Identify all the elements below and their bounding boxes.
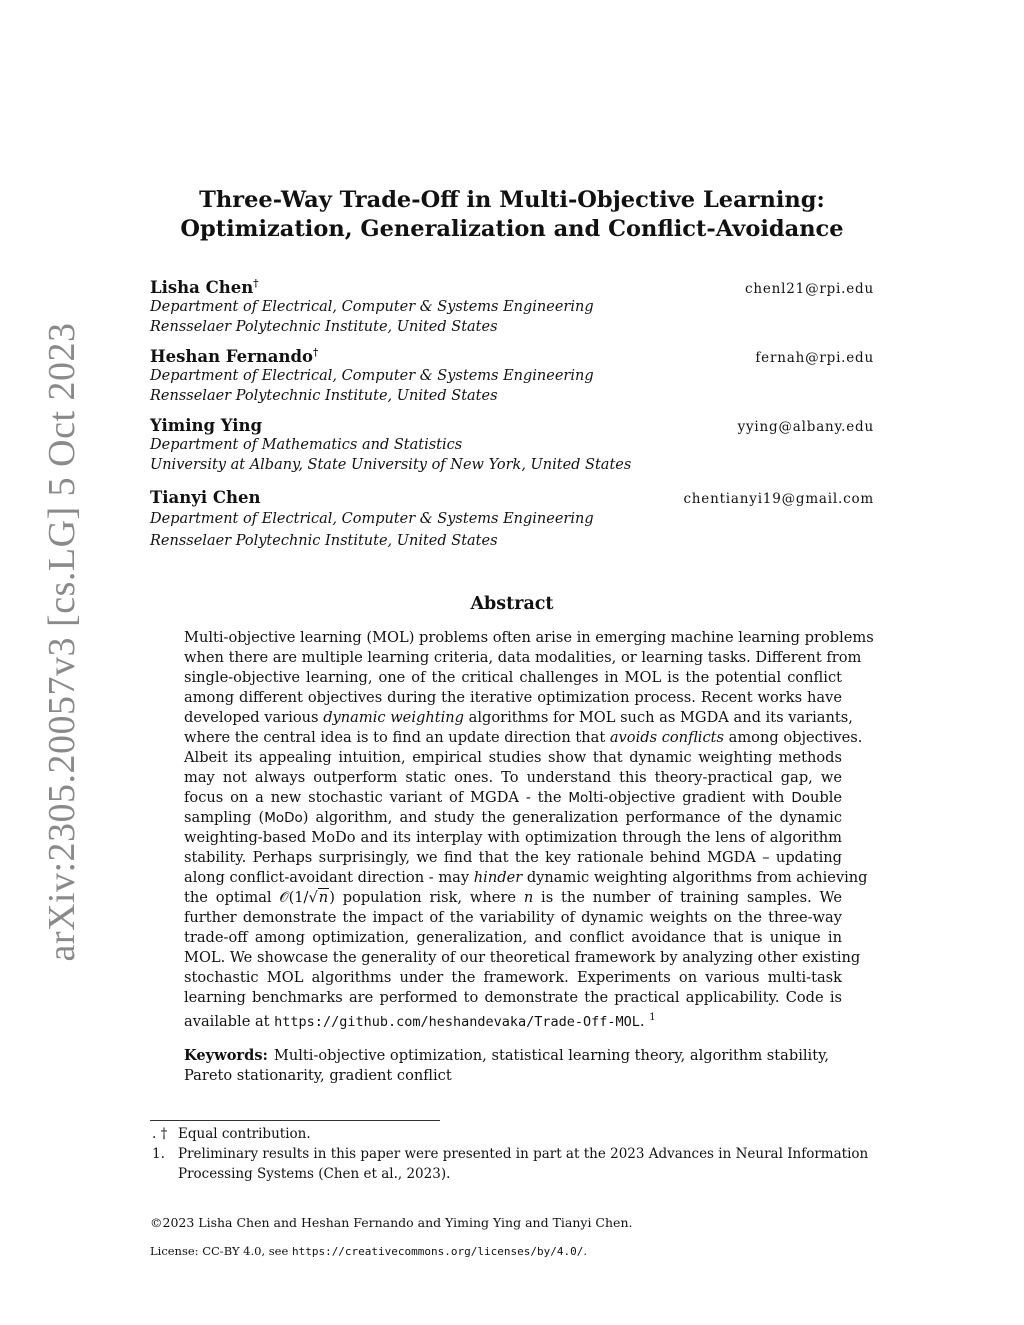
abstract-line: further demonstrate the impact of the variability of dynamic weights on the three-way	[184, 909, 842, 926]
equal-contribution-mark: †	[253, 278, 259, 290]
footnote-rule	[150, 1120, 440, 1121]
footnotes	[150, 1124, 874, 1184]
author-name: Tianyi Chen	[150, 488, 261, 507]
license-notice: License: CC-BY 4.0, see https://creativecommons.org/licenses/by/4.0/.	[150, 1244, 588, 1258]
title-line-2: Optimization, Generalization and Conflict-Avoidance	[180, 216, 844, 242]
author-email[interactable]: chentianyi19@gmail.com	[683, 491, 874, 507]
abstract-line: Multi-objective learning (MOL) problems often arise in emerging machine learning problems	[184, 629, 874, 646]
abstract-line: stochastic MOL algorithms under the framework. Experiments on various multi-task	[184, 969, 842, 986]
author-name: Heshan Fernando†	[150, 347, 319, 366]
abstract-line: where the central idea is to find an update direction that avoids conflicts among objectives.	[184, 729, 863, 746]
keywords-line: Pareto stationarity, gradient conflict	[184, 1067, 452, 1084]
emphasis-avoids-conflicts: avoids conflicts	[609, 729, 724, 746]
math-n: n	[523, 889, 534, 906]
title-line-1: Three-Way Trade-Off in Multi-Objective Learning:	[199, 187, 825, 213]
author-block	[150, 347, 874, 406]
abstract-line: developed various dynamic weighting algorithms for MOL such as MGDA and its variants,	[184, 709, 853, 726]
footnote-equal-contribution: . † Equal contribution.	[152, 1126, 311, 1142]
arxiv-identifier: arXiv:2305.20057v3 [cs.LG] 5 Oct 2023	[41, 322, 83, 962]
author-department: Department of Mathematics and Statistics	[150, 437, 463, 453]
abstract-line: among different objectives during the iterative optimization process. Recent works have	[184, 689, 842, 706]
author-email[interactable]: chenl21@rpi.edu	[745, 281, 874, 297]
abstract-line: focus on a new stochastic variant of MGDA - the Molti-objective gradient with Double	[184, 789, 843, 806]
abstract-line: learning benchmarks are performed to demonstrate the practical applicability. Code is	[184, 989, 842, 1006]
author-name: Yiming Ying	[150, 416, 263, 435]
abstract-line: when there are multiple learning criteria, data modalities, or learning tasks. Different from	[184, 649, 862, 666]
author-block	[150, 278, 874, 337]
abstract-line: weighting-based MoDo and its interplay with optimization through the lens of algorithm	[184, 829, 842, 846]
abstract-line: may not always outperform static ones. To understand this theory-practical gap, we	[184, 769, 842, 786]
author-institution: Rensselaer Polytechnic Institute, United States	[150, 319, 498, 335]
abstract-line: sampling (MoDo) algorithm, and study the generalization performance of the dynamic	[184, 809, 842, 826]
abstract-line: available at https://github.com/heshandevaka/Trade-Off-MOL. $^1$	[184, 1012, 656, 1030]
abstract-line: stability. Perhaps surprisingly, we find that the key rationale behind MGDA – updating	[184, 849, 842, 866]
abstract-line: the optimal 𝒪(1/√n) population risk, where n is the number of training samples. We	[184, 889, 842, 906]
author-department: Department of Electrical, Computer & Systems Engineering	[150, 299, 594, 315]
abstract-heading: Abstract	[470, 594, 554, 614]
paper-title	[150, 186, 874, 244]
keywords-label: Keywords:	[184, 1047, 268, 1064]
author-email[interactable]: yying@albany.edu	[737, 419, 874, 435]
copyright-block	[150, 1212, 874, 1263]
copyright-notice: ©2023 Lisha Chen and Heshan Fernando and Yiming Ying and Tianyi Chen.	[150, 1215, 633, 1230]
math-n: n	[318, 889, 329, 906]
emphasis-dynamic-weighting: dynamic weighting	[323, 709, 465, 726]
author-block	[150, 416, 874, 475]
code-repository-link[interactable]: https://github.com/heshandevaka/Trade-Off-MOL	[274, 1013, 640, 1030]
emphasis-hinder: hinder	[473, 869, 523, 886]
abstract-line: along conflict-avoidant direction - may hinder dynamic weighting algorithms from achieving	[184, 869, 868, 886]
author-institution: Rensselaer Polytechnic Institute, United States	[150, 533, 498, 549]
modo-acronym: MoDo	[264, 810, 303, 826]
keywords-section	[184, 1046, 842, 1086]
equal-contribution-mark: †	[313, 347, 319, 359]
license-link[interactable]: https://creativecommons.org/licenses/by/4.0/	[291, 1245, 584, 1258]
abstract-line: single-objective learning, one of the critical challenges in MOL is the potential conflict	[184, 669, 842, 686]
abstract-text	[184, 628, 874, 1032]
abstract-line: MOL. We showcase the generality of our theoretical framework by analyzing other existing	[184, 949, 861, 966]
abstract-line: Albeit its appealing intuition, empirical studies show that dynamic weighting methods	[184, 749, 842, 766]
author-institution: University at Albany, State University of New York, United States	[150, 457, 632, 473]
author-department: Department of Electrical, Computer & Systems Engineering	[150, 368, 594, 384]
keywords-line: Multi-objective optimization, statistical learning theory, algorithm stability,	[273, 1047, 830, 1064]
author-block	[150, 488, 874, 551]
author-name: Lisha Chen†	[150, 278, 259, 297]
author-email[interactable]: fernah@rpi.edu	[755, 350, 874, 366]
footnote-ref: 1	[649, 1012, 656, 1023]
author-department: Department of Electrical, Computer & Systems Engineering	[150, 511, 594, 527]
author-institution: Rensselaer Polytechnic Institute, United States	[150, 388, 498, 404]
footnote-preliminary: 1. Preliminary results in this paper were presented in part at the 2023 Advances in Neural Information Processing Systems (Chen et al., 2023).	[152, 1146, 869, 1182]
abstract-line: trade-off among optimization, generalization, and conflict avoidance that is unique in	[184, 929, 842, 946]
